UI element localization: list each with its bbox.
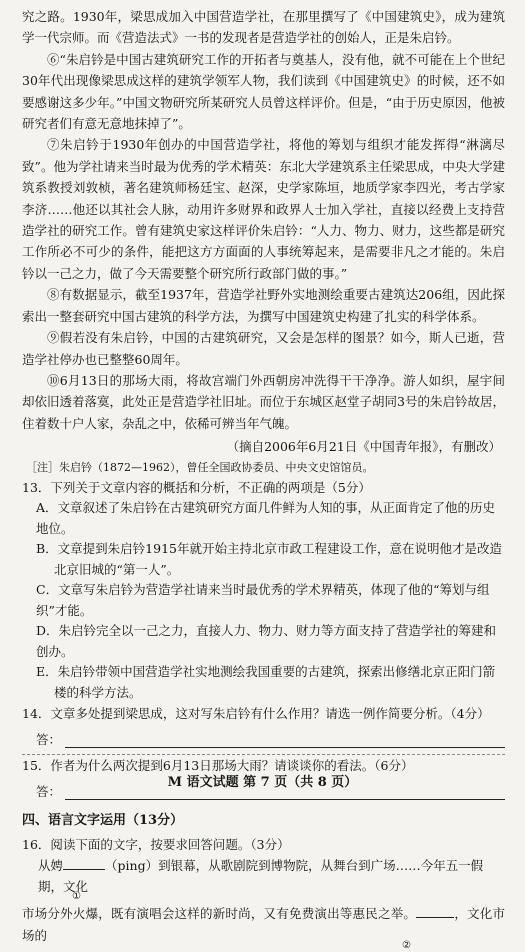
fill-blank-1[interactable] [63, 857, 105, 870]
answer-underline [65, 731, 505, 748]
question-13-option-e: E．朱启钤带领中国营造学社实地测绘我国重要的古建筑，探索出修缮北京正阳门箭楼的科学方法。 [36, 664, 496, 700]
passage-paragraph-7: ⑦朱启钤于1930年创办的中国营造学社，将他的筹划与组织才能发挥得“淋漓尽致”。他为学社请来当时最为优秀的学术精英：东北大学建筑系主任梁思成，中央大学建筑系教授刘敦桢，著名建筑师杨廷宝、赵深，史学家陈垣，地质学家李四光，考古学家李济……他还以其社会人脉，动用许多财界和政界人士加入学社，直接以经费上支持营造学社的研究工作。曾有建筑史家这样评价朱启钤：“人力、物力、财力，这些都是研究工作所必不可少的条件，能把这方方面面的人事统筹起来，是需要非凡之才能的。朱启钤以一己之力，做了今天需要整个研究所行政部门做的事。” [22, 137, 505, 281]
question-13-option-c: C．文章写朱启钤为营造学社请来当时最优秀的学术界精英，体现了他的“筹划与组织”才能。 [36, 582, 490, 618]
passage-paragraph: 究之路。1930年，梁思成加入中国营造学社，在那里撰写了《中国建筑史》，成为建筑学一代宗师。而《营造法式》一书的发现者是营造学社的创始人，正是朱启钤。 [22, 9, 505, 46]
question-13-option-d: D．朱启钤完全以一己之力，直接人力、物力、财力等方面支持了营造学社的筹建和创办。 [36, 623, 497, 659]
text-fragment: （ping）到银幕，从歌剧院到博物院，从舞台到广场……今年五一假期，文化 [38, 858, 484, 895]
question-13-option-b: B．文章提到朱启钤1915年就开始主持北京市政工程建设工作，意在说明他才是改造北京旧城的“第一人”。 [36, 541, 502, 577]
blank-marker-2: ② [402, 939, 411, 951]
passage-paragraph-6: ⑥“朱启钤是中国古建筑研究工作的开拓者与奠基人，没有他，就不可能在上个世纪30年代出现像梁思成这样的建筑学领军人物，我们读到《中国建筑史》的时候，还不如要感谢这多少年。”中国文物研究所某研究人员曾这样评价。但是，“由于历史原因，他被研究者们有意无意地抹掉了”。 [22, 51, 505, 132]
passage-paragraph-8: ⑧有数据显示，截至1937年，营造学社野外实地测绘重要古建筑达206组，因此探索出一整套研究中国古建筑的科学方法，为撰写中国建筑史构建了扎实的科学体系。 [22, 287, 505, 324]
blank-marker-row [22, 891, 505, 903]
blank-marker-row [22, 940, 505, 952]
answer-label: 答： [36, 732, 62, 748]
question-16-stem: 16．阅读下面的文字，按要求回答问题。（3分） [22, 837, 290, 853]
text-fragment: 从娉 [38, 858, 64, 874]
question-15-stem: 15．作者为什么两次提到6月13日那场大雨？请谈谈你的看法。（6分） [22, 758, 414, 774]
text-fragment: 市场分外火爆，既有演唱会这样的新时尚，又有免费演出等惠民之举。 [22, 906, 417, 922]
question-13-stem: 13．下列关于文章内容的概括和分析，不正确的两项是（5分） [22, 480, 371, 496]
page-footer: M 语文试题 第 7 页（共 8 页） [167, 775, 358, 790]
answer-label: 答： [36, 784, 62, 800]
section-4-title: 四、语言文字运用（13分） [22, 813, 184, 829]
text-fragment: ，文化市场的 [22, 906, 505, 943]
question-13-option-a: A．文章叙述了朱启钤在古建筑研究方面几件鲜为人知的事，从正面肯定了他的历史地位。 [36, 500, 496, 536]
answer-line-14[interactable] [36, 726, 505, 748]
question-14-stem: 14．文章多处提到梁思成，这对写朱启钤有什么作用？请选一例作简要分析。（4分） [22, 706, 490, 722]
passage-paragraph-10: ⑩6月13日的那场大雨，将故宫端门外西朝房冲洗得干干净净。游人如织，屋宇间却依旧透着落寞，此处正是营造学社旧址。而位于东城区赵堂子胡同3号的朱启钤故居，住着数十户人家，杂乱之中，依稀可辨当年气魄。 [22, 372, 505, 431]
footnote: ［注］朱启钤（1872—1962），曾任全国政协委员、中央文史馆馆员。 [26, 461, 374, 475]
passage-paragraph-9: ⑨假若没有朱启钤，中国的古建筑研究，又会是怎样的图景？如今，斯人已逝，营造学社停办也已整整60周年。 [22, 330, 505, 367]
fill-blank-2[interactable] [416, 905, 454, 918]
blank-marker-1: ① [72, 891, 81, 903]
source-citation: （摘自2006年6月21日《中国青年报》，有删改） [226, 439, 501, 455]
